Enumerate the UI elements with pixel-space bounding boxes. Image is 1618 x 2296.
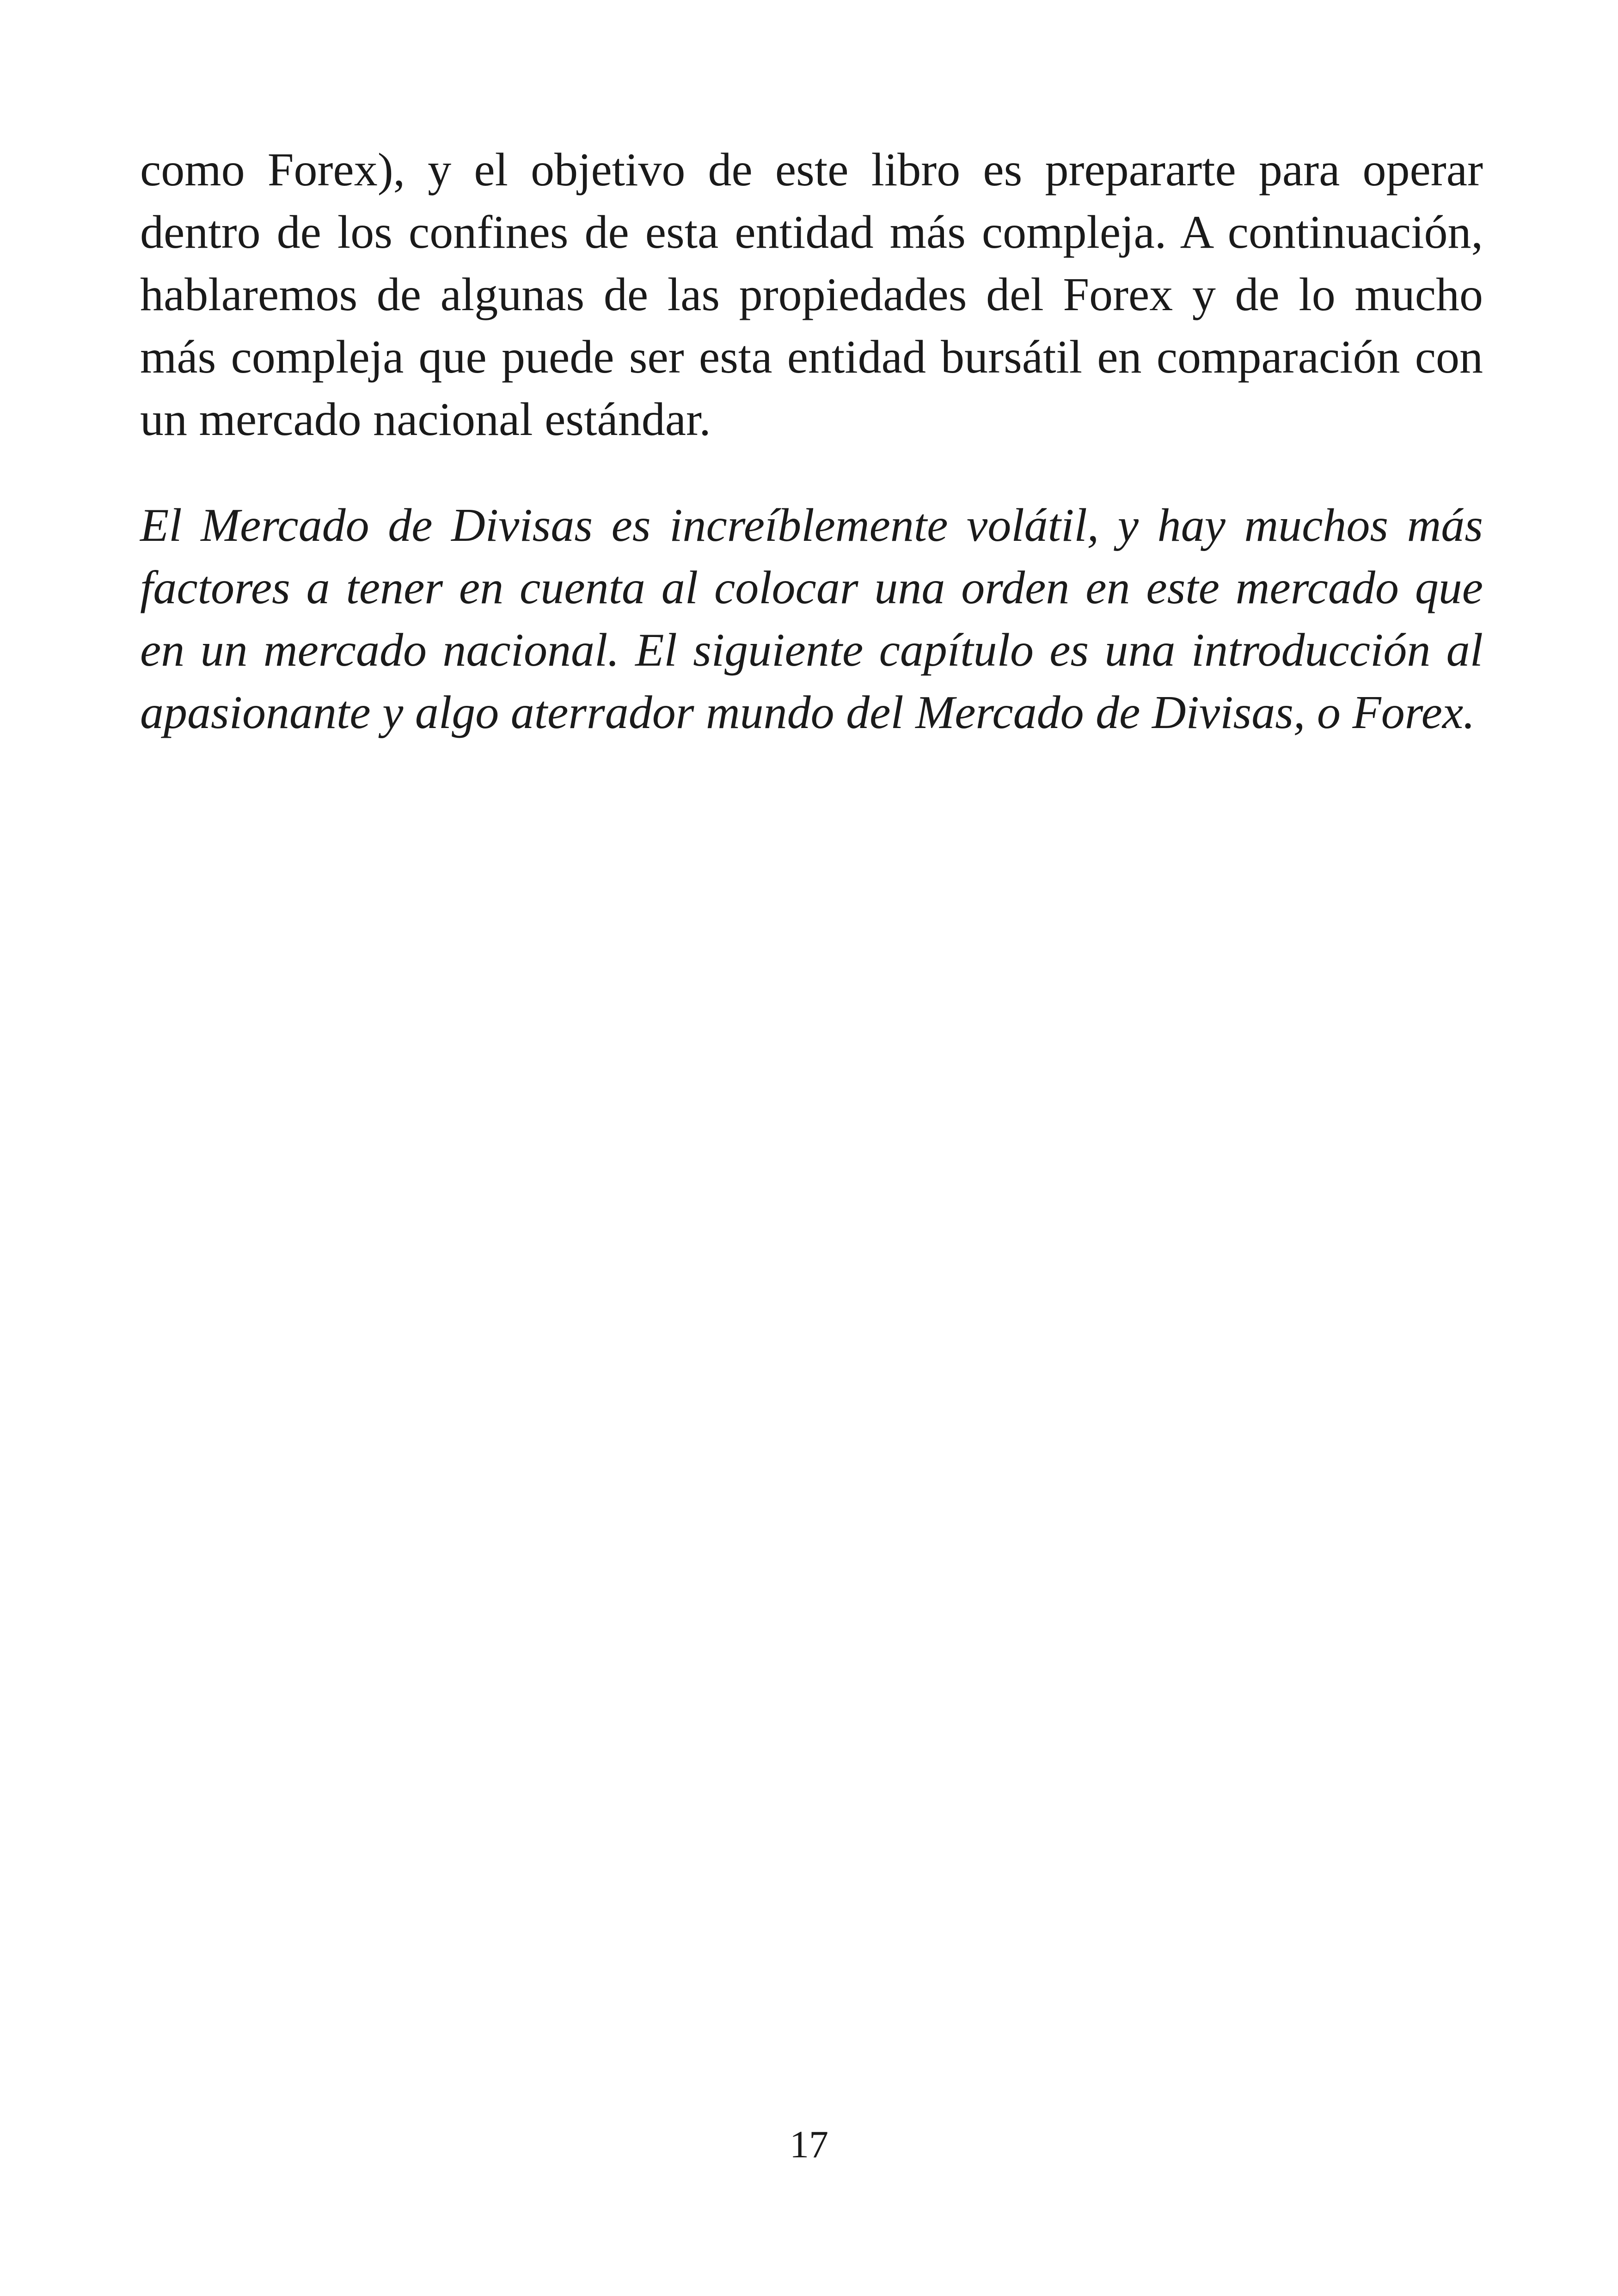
body-paragraph [140, 139, 1483, 451]
paragraph-text: El Mercado de Divisas es increíblemente volátil, y hay muchos más factores a tener en cuenta al colocar una orden en este mercado que en un mercado nacional. El siguiente capítulo es una introducción al apasionante y algo aterrador mundo del Mercado de Divisas, o Forex. [140, 499, 1483, 739]
paragraph-text: como Forex), y el objetivo de este libro es prepararte para operar dentro de los confines de esta entidad más compleja. A continuación, hablaremos de algunas de las propiedades del Forex y de lo mucho más compleja que puede ser esta entidad bursátil en comparación con un mercado nacional estándar. [140, 144, 1483, 446]
italic-paragraph [140, 494, 1483, 744]
page-number: 17 [790, 2123, 828, 2166]
